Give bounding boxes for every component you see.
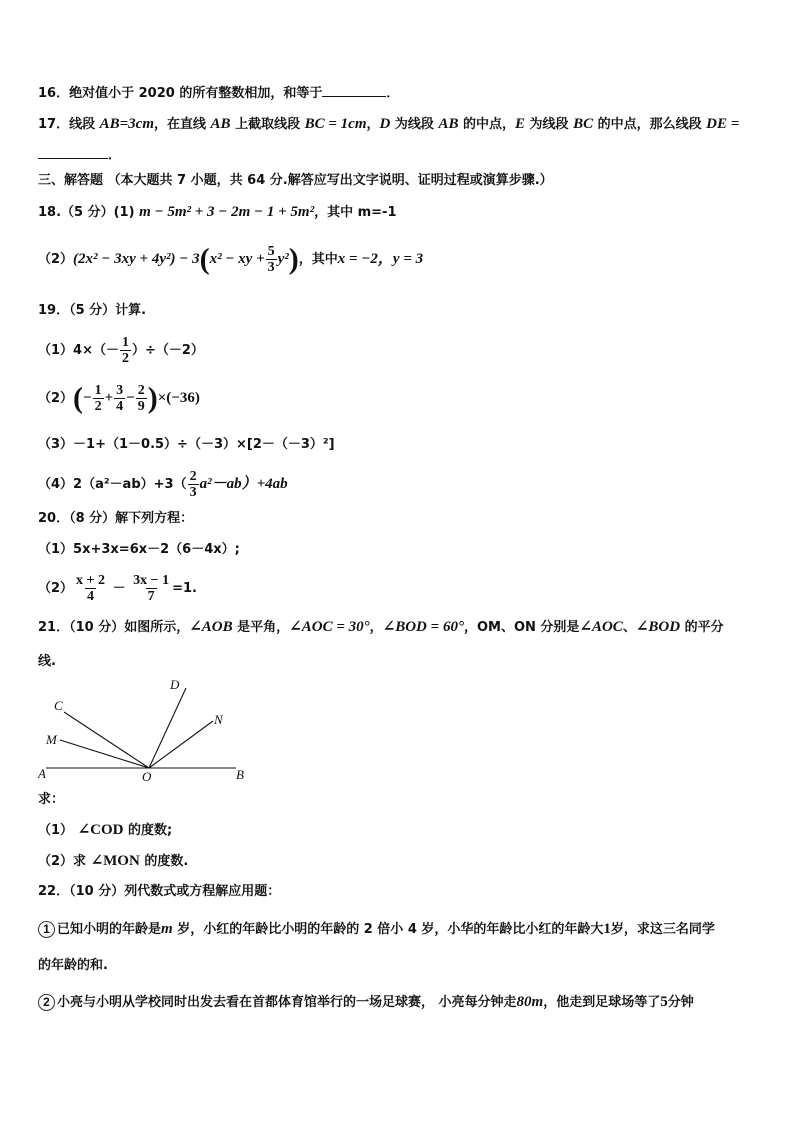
question-20-part-2: （2） $\frac{x + 2}{4}$ － $\frac{3x - 1}{7}$ =1.: [38, 573, 197, 604]
fraction: $\frac{1}{2}$: [94, 383, 102, 414]
fraction: $\frac{3x - 1}{7}$: [133, 573, 170, 604]
angle-diagram: [36, 676, 256, 788]
question-22-part-1-cont: 的年龄的和.: [38, 958, 108, 973]
question-22-part-1: 1 已知小明的年龄是m 岁，小红的年龄比小明的年龄的 2 倍小 4 岁，小华的年龄比小红的年龄大1岁，求这三名同学: [38, 920, 715, 939]
question-19-title: 19．（5 分）计算.: [38, 303, 147, 318]
question-18-part-2: （2）(2x² − 3xy + 4y²) − 3(x² − xy + $\frac{5}{3}$ y²)，其中x = −2，y = 3: [38, 242, 424, 276]
question-22-title: 22．（10 分）列代数式或方程解应用题：: [38, 884, 281, 899]
question-21-part-1: （1） ∠COD 的度数;: [38, 822, 173, 838]
question-19-part-3: （3）－1+（1－0.5）÷（－3）×[2－（－3）²]: [38, 437, 335, 452]
question-21-part-2: （2）求 ∠MON 的度数.: [38, 853, 189, 869]
question-21: 21．（10 分）如图所示，∠AOB 是平角，∠AOC = 30°，∠BOD = 60°，OM、ON 分别是∠AOC、∠BOD 的平分: [38, 619, 724, 635]
circled-number: 1: [38, 921, 55, 938]
question-20-part-1: （1）5x+3x=6x－2（6－4x）;: [38, 542, 240, 557]
question-17: 17．线段 AB=3cm，在直线 AB 上截取线段 BC = 1cm，D 为线段 AB 的中点，E 为线段 BC 的中点，那么线段 DE =: [38, 116, 740, 132]
fraction: $\frac{2}{9}$: [137, 383, 145, 414]
ray-on: [149, 721, 213, 768]
ray-om: [60, 740, 149, 768]
label-d: D: [170, 677, 180, 692]
fraction: $\frac{2}{3}$: [189, 469, 197, 500]
label-b: B: [236, 767, 244, 782]
question-18-part-1: 18.（5 分）(1) m − 5m² + 3 − 2m − 1 + 5m²，其中 m=-1: [38, 204, 397, 220]
question-19-part-2: （2）(− $\frac{1}{2}$ + $\frac{3}{4}$ − $\frac{2}{9}$ )×(−36): [38, 381, 200, 415]
label-c: C: [54, 698, 63, 713]
ray-od: [149, 688, 186, 768]
question-22-part-2: 2 小亮与小明从学校同时出发去看在首都体育馆举行的一场足球赛， 小亮每分钟走80m，他走到足球场等了5分钟: [38, 993, 694, 1012]
fraction: $\frac{3}{4}$: [116, 383, 124, 414]
question-20-title: 20．（8 分）解下列方程：: [38, 511, 194, 526]
question-19-part-4: （4）2（a²－ab）+3（ $\frac{2}{3}$ a²－ab）+4ab: [38, 469, 288, 500]
q16-answer-blank[interactable]: [322, 84, 386, 97]
q16-text: 16．绝对值小于 2020 的所有整数相加，和等于: [38, 86, 323, 101]
label-n: N: [214, 712, 223, 727]
section-3-title: 三、解答题 （本大题共 7 小题，共 64 分.解答应写出文字说明、证明过程或演算步骤.）: [38, 173, 553, 188]
fraction: $\frac{x + 2}{4}$: [76, 573, 106, 604]
question-21-cont: 线.: [38, 654, 56, 669]
q17-answer-blank[interactable]: [38, 146, 108, 159]
question-19-part-1: （1）4×（－ $\frac{1}{2}$ ）÷（－2）: [38, 335, 204, 366]
fraction: $\frac{1}{2}$: [121, 335, 129, 366]
label-o: O: [142, 769, 152, 784]
q17-answer-line: ．: [38, 146, 121, 165]
question-16: 16．绝对值小于 2020 的所有整数相加，和等于 ．: [38, 86, 400, 101]
circled-number: 2: [38, 994, 55, 1011]
label-m: M: [46, 732, 57, 747]
label-a: A: [38, 766, 46, 781]
question-21-ask: 求：: [38, 792, 65, 807]
fraction: $\frac{5}{3}$: [267, 244, 275, 275]
ray-oc: [64, 712, 149, 768]
